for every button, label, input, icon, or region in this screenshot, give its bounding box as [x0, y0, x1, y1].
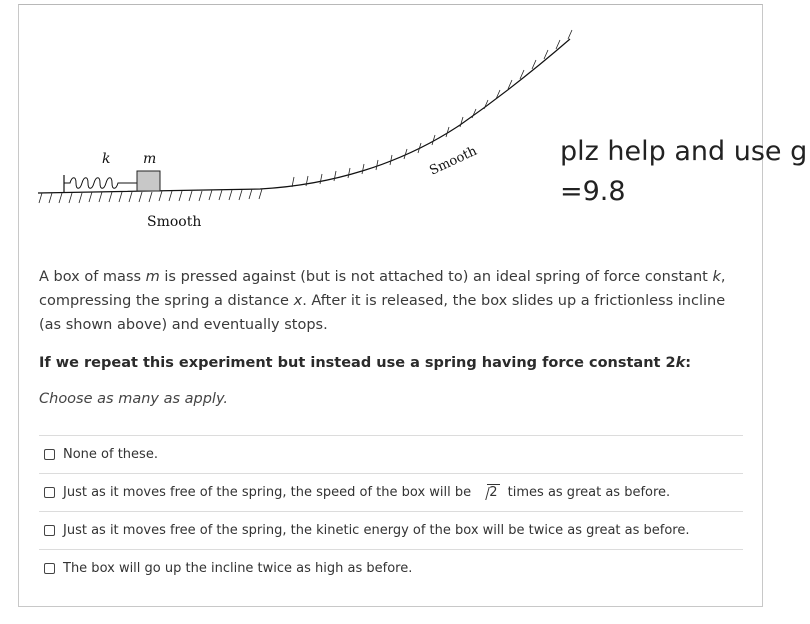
box [137, 171, 160, 191]
option-label: Just as it moves free of the spring, the speed of the box will be 2 times as great as before. [63, 485, 671, 500]
track-line [38, 39, 570, 193]
option-label: The box will go up the incline twice as high as before. [63, 561, 413, 576]
option-kinetic-energy[interactable] [39, 511, 743, 549]
checkbox[interactable] [44, 487, 55, 498]
mass-label: m [143, 151, 157, 167]
checkbox[interactable] [44, 525, 55, 536]
answer-options [39, 435, 743, 587]
spring [64, 178, 137, 189]
option-none[interactable] [39, 435, 743, 473]
note-line-2: =9.8 [560, 176, 626, 207]
problem-statement: A box of mass m is pressed against (but is not attached to) an ideal spring of force constant k, compressing the spring a distance x. After it is released, the box slides up a frictionless incline (as shown above) and eventually stops. [39, 269, 726, 333]
question-prompt: If we repeat this experiment but instead use a spring having force constant 2k: [39, 355, 692, 371]
instruction-hint: Choose as many as apply. [39, 391, 229, 407]
spring-constant-label: k [102, 151, 111, 167]
option-speed-sqrt2[interactable] [39, 473, 743, 511]
floor-label: Smooth [147, 214, 202, 230]
physics-diagram [30, 25, 590, 240]
option-label: None of these. [63, 447, 158, 462]
option-label: Just as it moves free of the spring, the kinetic energy of the box will be twice as great as before. [63, 523, 690, 538]
checkbox[interactable] [44, 563, 55, 574]
option-incline-height[interactable] [39, 549, 743, 587]
checkbox[interactable] [44, 449, 55, 460]
square-root-symbol: 2 [477, 485, 501, 500]
incline-label: Smooth [427, 143, 480, 179]
student-note [560, 132, 807, 212]
note-line-1: plz help and use g [560, 136, 808, 167]
